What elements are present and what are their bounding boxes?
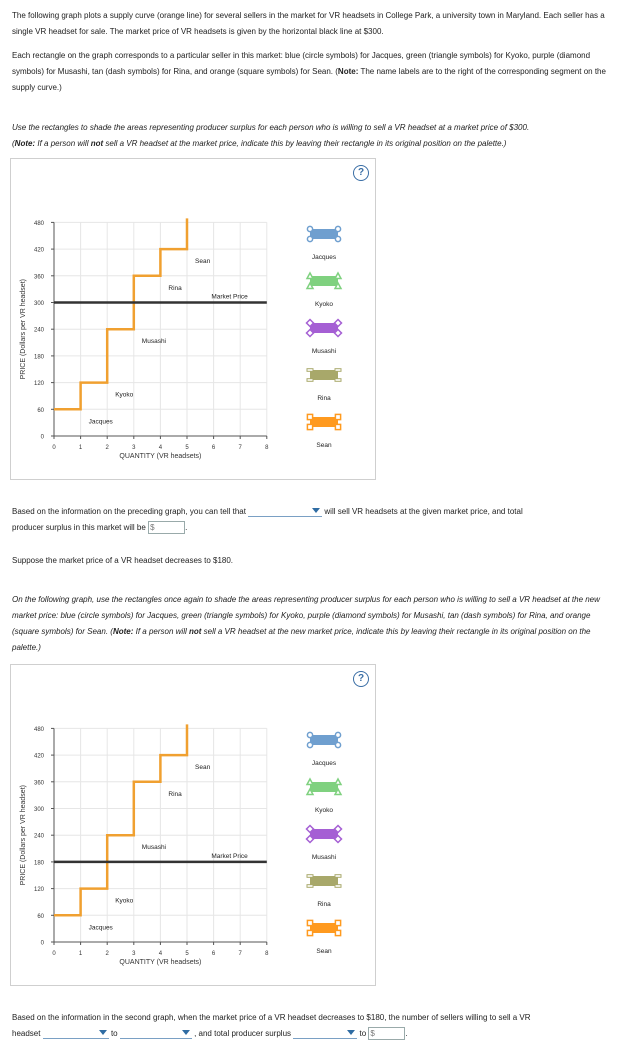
seller-label: Rina xyxy=(168,790,182,798)
seller-label: Jacques xyxy=(88,418,113,426)
chevron-down-icon xyxy=(312,508,320,513)
dash-handle-icon[interactable] xyxy=(335,875,341,878)
palette-item-musashi[interactable] xyxy=(307,320,342,337)
x-tick-label: 0 xyxy=(52,445,56,451)
palette-item-musashi[interactable] xyxy=(307,826,342,843)
x-tick-label: 1 xyxy=(78,951,83,957)
circle-handle-icon[interactable] xyxy=(307,742,312,747)
q2-instructions: On the following graph, use the rectangles once again to shade the areas representing producer surplus for each person who is willing to sell a VR headset at the new market price: blue (circle symbols) for Jacques, green (triangle symbols) for Kyoko, purple (diamond symbols) for Musashi, tan (dash symbols) for Rina, and orange (square symbols) for Sean. (Note: If a person will not sell a VR headset at the new market price, indicate this by leaving their rectangle in its original position on the palette.) xyxy=(12,595,600,652)
help-button[interactable]: ? xyxy=(353,671,369,687)
y-tick-label: 420 xyxy=(33,753,44,760)
palette-label: Musashi xyxy=(311,348,337,355)
seller-label: Musashi xyxy=(141,338,167,346)
dash-handle-icon[interactable] xyxy=(335,369,341,372)
seller-label: Sean xyxy=(195,258,211,266)
chevron-down-icon xyxy=(347,1030,355,1035)
y-tick-label: 480 xyxy=(33,726,44,733)
palette-label: Musashi xyxy=(311,854,337,861)
y-tick-label: 60 xyxy=(37,913,44,920)
new-producer-surplus-input[interactable]: $ xyxy=(368,1027,405,1040)
palette-rectangle[interactable] xyxy=(310,417,338,427)
circle-handle-icon[interactable] xyxy=(335,226,340,231)
square-handle-icon[interactable] xyxy=(307,424,312,429)
x-tick-label: 8 xyxy=(265,445,269,451)
dash-handle-icon[interactable] xyxy=(335,885,341,888)
palette-label: Rina xyxy=(317,901,331,908)
palette-item-rina[interactable] xyxy=(307,369,341,382)
palette-item-sean[interactable] xyxy=(307,920,340,935)
palette-rectangle[interactable] xyxy=(310,782,338,792)
y-tick-label: 360 xyxy=(33,780,44,787)
y-tick-label: 240 xyxy=(33,833,44,840)
sellers-from-dropdown[interactable] xyxy=(43,1028,109,1039)
palette-rectangle[interactable] xyxy=(310,923,338,933)
y-axis-label: PRICE (Dollars per VR headset) xyxy=(20,279,27,380)
circle-handle-icon[interactable] xyxy=(335,732,340,737)
triangle-handle-icon[interactable] xyxy=(335,273,341,279)
y-tick-label: 480 xyxy=(33,220,44,227)
square-handle-icon[interactable] xyxy=(335,424,340,429)
y-tick-label: 420 xyxy=(33,247,44,254)
palette-item-rina[interactable] xyxy=(307,875,341,888)
palette-rectangle[interactable] xyxy=(310,229,338,239)
y-tick-label: 0 xyxy=(40,434,44,441)
seller-label: Jacques xyxy=(88,924,113,932)
palette-rectangle[interactable] xyxy=(310,876,338,886)
sellers-to-dropdown[interactable] xyxy=(120,1028,192,1039)
sellers-dropdown[interactable] xyxy=(248,506,322,517)
palette-label: Kyoko xyxy=(314,807,334,814)
market-price-label: Market Price xyxy=(211,293,248,301)
circle-handle-icon[interactable] xyxy=(307,236,312,241)
circle-handle-icon[interactable] xyxy=(335,236,340,241)
dash-handle-icon[interactable] xyxy=(307,885,313,888)
palette-label: Jacques xyxy=(311,760,337,767)
palette-item-sean[interactable] xyxy=(307,414,340,429)
palette-rectangle[interactable] xyxy=(310,323,338,333)
triangle-handle-icon[interactable] xyxy=(335,779,341,785)
intro-paragraph: The following graph plots a supply curve (orange line) for several sellers in the market for VR headsets in College Park, a university town in Maryland. Each seller has a single VR headset for sale. The market price of VR headsets is given by the horizontal black line at $300. xyxy=(12,11,605,36)
producer-surplus-input[interactable]: $ xyxy=(148,521,185,534)
y-tick-label: 120 xyxy=(33,381,44,388)
palette-item-kyoko[interactable] xyxy=(307,779,341,795)
x-tick-label: 7 xyxy=(238,445,242,451)
intro-legend-paragraph: Each rectangle on the graph corresponds to a particular seller in this market: blue (circle symbols) for Jacques, green (triangle symbols) for Kyoko, purple (diamond symbols) for Musashi, tan (dash symbols) for Rina, and orange (square symbols) for Sean. (Note: The name labels are to the right of the corresponding segment on the supply curve.) xyxy=(12,51,606,92)
x-tick-label: 5 xyxy=(185,951,189,957)
x-tick-label: 5 xyxy=(185,445,189,451)
square-handle-icon[interactable] xyxy=(307,920,312,925)
y-tick-label: 180 xyxy=(33,860,44,867)
circle-handle-icon[interactable] xyxy=(307,226,312,231)
square-handle-icon[interactable] xyxy=(335,930,340,935)
palette-rectangle[interactable] xyxy=(310,735,338,745)
y-tick-label: 300 xyxy=(33,807,44,813)
help-button[interactable]: ? xyxy=(353,165,369,181)
square-handle-icon[interactable] xyxy=(307,414,312,419)
square-handle-icon[interactable] xyxy=(307,930,312,935)
palette-label: Rina xyxy=(317,395,331,402)
x-tick-label: 6 xyxy=(211,951,216,957)
square-handle-icon[interactable] xyxy=(335,920,340,925)
x-tick-label: 2 xyxy=(105,951,109,957)
surplus-direction-dropdown[interactable] xyxy=(293,1028,357,1039)
dash-handle-icon[interactable] xyxy=(307,379,313,382)
dash-handle-icon[interactable] xyxy=(307,875,313,878)
supply-curve xyxy=(54,724,187,915)
palette-item-jacques[interactable] xyxy=(307,732,340,747)
seller-label: Rina xyxy=(168,284,182,292)
x-tick-label: 8 xyxy=(265,951,269,957)
dash-handle-icon[interactable] xyxy=(307,369,313,372)
y-tick-label: 300 xyxy=(33,301,44,307)
palette-rectangle[interactable] xyxy=(310,276,338,286)
x-tick-label: 3 xyxy=(132,445,136,451)
palette-item-kyoko[interactable] xyxy=(307,273,341,289)
x-tick-label: 6 xyxy=(211,445,216,451)
y-tick-label: 120 xyxy=(33,887,44,894)
x-tick-label: 3 xyxy=(132,951,136,957)
x-axis-label: QUANTITY (VR headsets) xyxy=(119,453,202,460)
y-tick-label: 60 xyxy=(37,407,44,414)
graph-panel-1 xyxy=(10,158,376,480)
triangle-handle-icon[interactable] xyxy=(307,779,313,785)
price-change-text: Suppose the market price of a VR headset decreases to $180. xyxy=(12,556,234,565)
chevron-down-icon xyxy=(99,1030,107,1035)
q2-answer-text: Based on the information in the second graph, when the market price of a VR headset decreases to $180, the number of sellers willing to sell a VR headset to , and total producer surplus to $ . xyxy=(12,1013,531,1039)
dash-handle-icon[interactable] xyxy=(335,379,341,382)
palette-label: Sean xyxy=(316,442,332,449)
seller-label: Musashi xyxy=(141,844,167,852)
x-axis-label: QUANTITY (VR headsets) xyxy=(119,959,202,966)
supply-curve xyxy=(54,218,187,409)
y-tick-label: 180 xyxy=(33,354,44,361)
palette-label: Jacques xyxy=(311,254,337,261)
chevron-down-icon xyxy=(182,1030,190,1035)
x-tick-label: 7 xyxy=(238,951,242,957)
square-handle-icon[interactable] xyxy=(335,414,340,419)
circle-handle-icon[interactable] xyxy=(307,732,312,737)
y-axis-label: PRICE (Dollars per VR headset) xyxy=(20,785,27,886)
q1-instructions: Use the rectangles to shade the areas representing producer surplus for each person who is willing to sell a VR headset at a market price of $300. (Note: If a person will not sell a VR headset at the market price, indicate this by leaving their rectangle in its original position on the palette.) xyxy=(12,123,530,148)
x-tick-label: 4 xyxy=(158,951,163,957)
market-price-label: Market Price xyxy=(211,852,248,860)
triangle-handle-icon[interactable] xyxy=(307,273,313,279)
q1-answer-text: Based on the information on the preceding graph, you can tell that will sell VR headsets at the given market price, and total producer surplus in this market will be $ . xyxy=(12,507,523,533)
seller-label: Kyoko xyxy=(115,391,134,399)
circle-handle-icon[interactable] xyxy=(335,742,340,747)
x-tick-label: 1 xyxy=(78,445,83,451)
x-tick-label: 0 xyxy=(52,951,56,957)
palette-rectangle[interactable] xyxy=(310,829,338,839)
graph-panel-2 xyxy=(10,664,376,986)
y-tick-label: 240 xyxy=(33,327,44,334)
palette-item-jacques[interactable] xyxy=(307,226,340,241)
x-tick-label: 2 xyxy=(105,445,109,451)
seller-label: Sean xyxy=(195,764,211,772)
supply-chart-2 xyxy=(11,665,375,985)
palette-rectangle[interactable] xyxy=(310,370,338,380)
y-tick-label: 0 xyxy=(40,940,44,947)
supply-chart-1 xyxy=(11,159,375,479)
x-tick-label: 4 xyxy=(158,445,163,451)
y-tick-label: 360 xyxy=(33,274,44,281)
palette-label: Sean xyxy=(316,948,332,955)
seller-label: Kyoko xyxy=(115,897,134,905)
palette-label: Kyoko xyxy=(314,301,334,308)
